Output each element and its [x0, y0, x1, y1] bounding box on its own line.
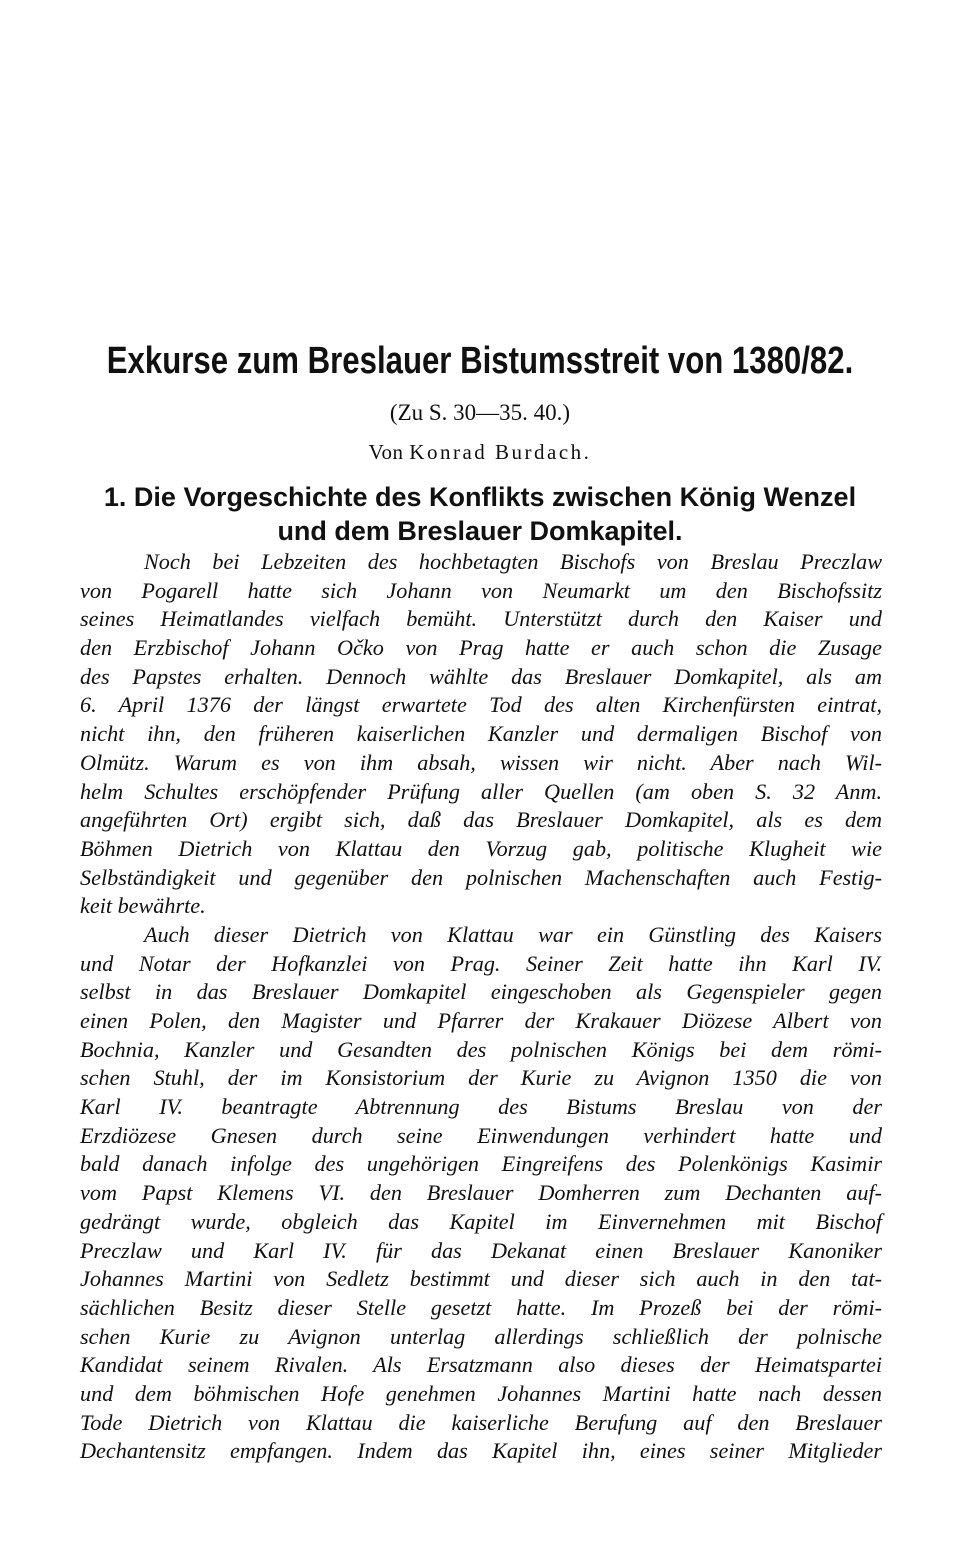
text-line: sächlichen Besitz dieser Stelle gesetzt hatte. Im Prozeß bei der römi-	[80, 1294, 882, 1320]
text-line: gedrängt wurde, obgleich das Kapitel im Einvernehmen mit Bischof	[80, 1208, 882, 1234]
text-line: den Erzbischof Johann Očko von Prag hatte er auch schon die Zusage	[80, 635, 882, 661]
text-line: Kandidat seinem Rivalen. Als Ersatzmann also dieses der Heimatspartei	[80, 1352, 882, 1378]
text-line: nicht ihn, den früheren kaiserlichen Kanzler und dermaligen Bischof von	[80, 721, 882, 747]
text-line: bald danach infolge des ungehörigen Eingreifens des Polenkönigs Kasimir	[80, 1151, 882, 1177]
text-line: schen Kurie zu Avignon unterlag allerdings schließlich der polnische	[80, 1323, 882, 1349]
text-line: keit bewährte.	[80, 893, 206, 919]
text-line: Johannes Martini von Sedletz bestimmt und dieser sich auch in den tat-	[80, 1266, 882, 1292]
author-prefix: Von	[368, 440, 404, 464]
text-line: Erzdiözese Gnesen durch seine Einwendungen verhindert hatte und	[80, 1122, 882, 1148]
section-heading-line: 1. Die Vorgeschichte des Konflikts zwischen König Wenzel	[103, 482, 857, 512]
section-heading	[80, 480, 880, 548]
body-text	[80, 548, 882, 1466]
text-line: Preczlaw und Karl IV. für das Dekanat einen Breslauer Kanoniker	[80, 1237, 882, 1263]
text-line: schen Stuhl, der im Konsistorium der Kurie zu Avignon 1350 die von	[80, 1065, 882, 1091]
text-line: angeführten Ort) ergibt sich, daß das Breslauer Domkapitel, als es dem	[80, 807, 882, 833]
page-reference: (Zu S. 30—35. 40.)	[389, 400, 571, 425]
text-line: selbst in das Breslauer Domkapitel eingeschoben als Gegenspieler gegen	[80, 979, 882, 1005]
text-line: des Papstes erhalten. Dennoch wählte das Breslauer Domkapitel, als am	[80, 663, 882, 689]
text-line: und dem böhmischen Hofe genehmen Johannes Martini hatte nach dessen	[80, 1380, 882, 1406]
text-line: Karl IV. beantragte Abtrennung des Bistums Breslau von der	[80, 1094, 882, 1120]
text-line: Bochnia, Kanzler und Gesandten des polnischen Königs bei dem römi-	[80, 1036, 882, 1062]
text-line: Tode Dietrich von Klattau die kaiserliche Berufung auf den Breslauer	[80, 1409, 882, 1435]
text-line: von Pogarell hatte sich Johann von Neumarkt um den Bischofssitz	[80, 577, 882, 603]
text-line: Dechantensitz empfangen. Indem das Kapitel ihn, eines seiner Mitglieder	[80, 1438, 882, 1464]
section-heading-line: und dem Breslauer Domkapitel.	[277, 516, 683, 546]
text-line: helm Schultes erschöpfender Prüfung aller Quellen (am oben S. 32 Anm.	[80, 778, 882, 804]
author-name: Konrad Burdach.	[409, 440, 592, 464]
text-line: Böhmen Dietrich von Klattau den Vorzug gab, politische Klugheit wie	[80, 835, 882, 861]
text-line: Olmütz. Warum es von ihm absah, wissen wir nicht. Aber nach Wil-	[80, 749, 882, 775]
text-line: Selbständigkeit und gegenüber den polnischen Machenschaften auch Festig-	[80, 864, 882, 890]
text-line: Auch dieser Dietrich von Klattau war ein Günstling des Kaisers	[144, 921, 882, 947]
text-line: Noch bei Lebzeiten des hochbetagten Bischofs von Breslau Preczlaw	[144, 549, 882, 574]
text-line: 6. April 1376 der längst erwartete Tod des alten Kirchenfürsten eintrat,	[80, 692, 882, 718]
text-line: vom Papst Klemens VI. den Breslauer Domherren zum Dechanten auf-	[80, 1180, 882, 1206]
page-title: Exkurse zum Breslauer Bistumsstreit von 1380/82.	[106, 340, 854, 382]
text-line: seines Heimatlandes vielfach bemüht. Unterstützt durch den Kaiser und	[80, 606, 882, 632]
author-line	[0, 440, 960, 465]
text-line: und Notar der Hofkanzlei von Prag. Seiner Zeit hatte ihn Karl IV.	[80, 950, 882, 976]
text-line: einen Polen, den Magister und Pfarrer der Krakauer Diözese Albert von	[80, 1008, 882, 1033]
